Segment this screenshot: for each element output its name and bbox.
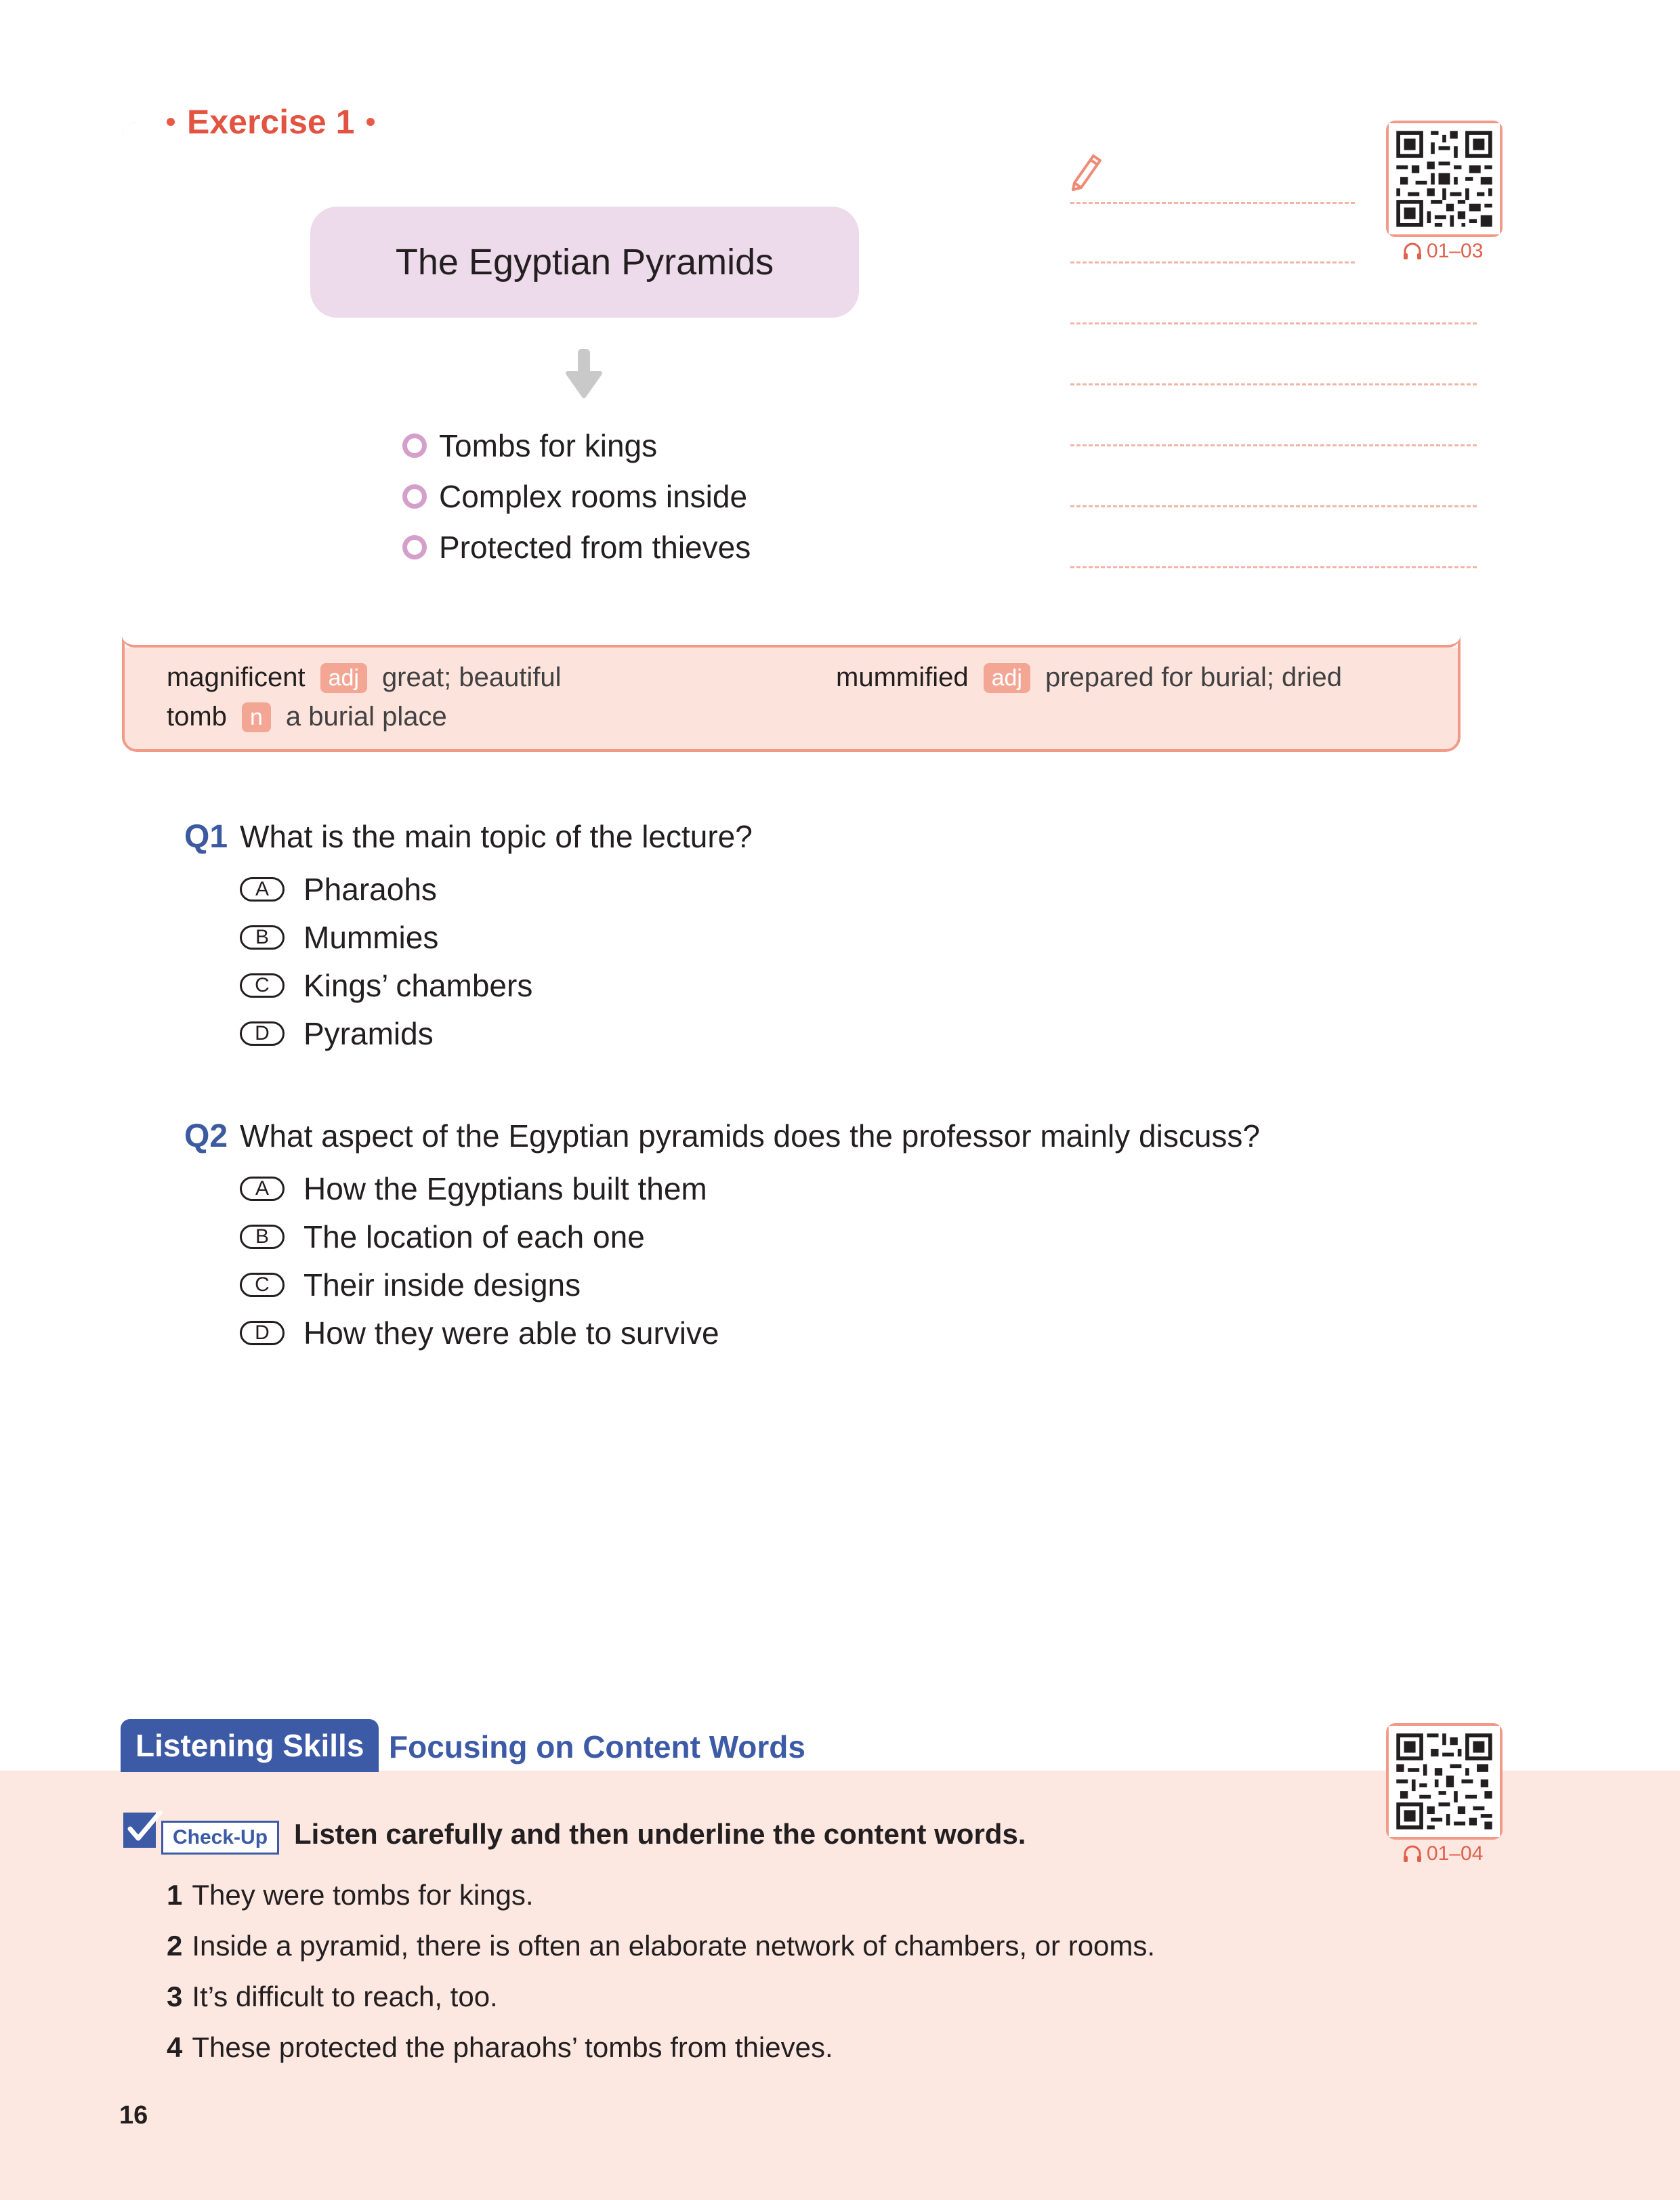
vocab-entry (167, 702, 447, 732)
option-text: Kings’ chambers (303, 967, 533, 1003)
listening-skills-tab (121, 1719, 379, 1772)
topic-box (310, 207, 859, 318)
section-subtitle: Focusing on Content Words (389, 1729, 805, 1764)
item-number: 3 (167, 1980, 183, 2012)
note-text: Tombs for kings (439, 427, 658, 463)
headphones-icon (1402, 242, 1423, 261)
option-d[interactable] (240, 1309, 1260, 1357)
item-number: 2 (167, 1929, 183, 1962)
bullet-icon (402, 484, 427, 509)
option-c[interactable] (240, 961, 753, 1009)
option-letter-badge[interactable]: D (240, 1321, 285, 1345)
question-number: Q2 (184, 1118, 228, 1154)
title-dot-right (366, 118, 375, 126)
checkup-label (161, 1821, 279, 1855)
bullet-icon (402, 535, 427, 559)
note-item (402, 471, 751, 522)
exercise-title: Exercise 1 (187, 103, 355, 141)
pos-tag: adj (984, 663, 1030, 693)
section-tab-label: Listening Skills (135, 1728, 364, 1763)
option-text: Their inside designs (303, 1267, 581, 1303)
note-line[interactable] (1070, 383, 1477, 385)
list-item[interactable] (167, 1971, 1155, 2022)
option-text: Mummies (303, 919, 439, 955)
page-number: 16 (119, 2101, 148, 2130)
question-stem (184, 818, 753, 855)
vocab-definition: great; beautiful (381, 662, 562, 692)
exercise-header (154, 100, 387, 144)
vocab-definition: a burial place (285, 702, 447, 732)
option-letter-badge[interactable]: B (240, 1225, 285, 1249)
option-letter-badge[interactable]: A (240, 1177, 285, 1201)
question-text: What aspect of the Egyptian pyramids does the professor mainly discuss? (240, 1118, 1260, 1154)
note-item (402, 420, 751, 471)
option-text: Pharaohs (303, 871, 437, 907)
note-line[interactable] (1070, 444, 1477, 446)
vocab-term: magnificent (167, 662, 306, 692)
qr-code[interactable] (1386, 1723, 1503, 1840)
option-letter-badge[interactable]: C (240, 1273, 285, 1297)
checkmark-icon (121, 1808, 164, 1852)
option-a[interactable] (240, 865, 753, 913)
question-stem (184, 1118, 1260, 1155)
list-item[interactable] (167, 1869, 1155, 1920)
topic-notes-list (402, 420, 751, 572)
question-text: What is the main topic of the lecture? (240, 819, 753, 854)
title-dot-left (167, 118, 175, 126)
vocab-entry (836, 662, 1342, 693)
topic-title: The Egyptian Pyramids (395, 242, 774, 282)
option-text: How they were able to survive (303, 1315, 719, 1351)
question-q1 (184, 818, 753, 1057)
option-b[interactable] (240, 1212, 1260, 1261)
note-text: Complex rooms inside (439, 478, 748, 514)
headphones-icon (1402, 1844, 1423, 1863)
pos-tag: adj (320, 663, 367, 693)
note-line[interactable] (1070, 505, 1477, 507)
option-letter-badge[interactable]: B (240, 925, 285, 950)
note-line[interactable] (1070, 202, 1355, 204)
vocab-definition: prepared for burial; dried (1045, 662, 1342, 692)
audio-track-label (1402, 1842, 1483, 1865)
audio-track-number: 01–03 (1427, 240, 1484, 262)
option-list (240, 1164, 1260, 1357)
audio-track-label (1402, 240, 1483, 263)
question-number: Q1 (184, 819, 228, 855)
item-number: 1 (167, 1878, 183, 1911)
checkup-instruction: Listen carefully and then underline the content words. (294, 1818, 1026, 1850)
list-item[interactable] (167, 2022, 1155, 2073)
arrow-down-icon (564, 349, 604, 400)
item-sentence[interactable]: These protected the pharaohs’ tombs from thieves. (192, 2031, 833, 2063)
vocab-entry (167, 662, 562, 693)
option-list (240, 865, 753, 1057)
option-b[interactable] (240, 913, 753, 961)
option-a[interactable] (240, 1164, 1260, 1212)
bullet-icon (402, 433, 427, 458)
vocab-term: tomb (167, 702, 227, 732)
pencil-icon (1068, 150, 1103, 191)
pos-tag: n (242, 702, 271, 732)
option-text: Pyramids (303, 1015, 434, 1051)
sentence-list (167, 1869, 1155, 2073)
option-d[interactable] (240, 1009, 753, 1057)
qr-code-icon (1389, 1726, 1500, 1837)
option-letter-badge[interactable]: C (240, 973, 285, 998)
note-line[interactable] (1070, 566, 1477, 568)
option-letter-badge[interactable]: A (240, 877, 285, 902)
qr-code-icon (1389, 123, 1500, 234)
option-text: The location of each one (303, 1219, 645, 1254)
note-item (402, 522, 751, 572)
option-text: How the Egyptians built them (303, 1170, 707, 1206)
note-line[interactable] (1070, 261, 1355, 263)
question-q2 (184, 1118, 1260, 1357)
list-item[interactable] (167, 1920, 1155, 1971)
item-sentence[interactable]: It’s difficult to reach, too. (192, 1980, 498, 2012)
qr-code[interactable] (1386, 121, 1503, 237)
note-text: Protected from thieves (439, 529, 751, 565)
item-sentence[interactable]: Inside a pyramid, there is often an elaborate network of chambers, or rooms. (192, 1929, 1156, 1962)
note-line[interactable] (1070, 322, 1477, 324)
option-letter-badge[interactable]: D (240, 1021, 285, 1046)
checkup-text: Check-Up (173, 1826, 268, 1848)
vocab-term: mummified (836, 662, 969, 692)
option-c[interactable] (240, 1261, 1260, 1309)
item-sentence[interactable]: They were tombs for kings. (192, 1878, 534, 1911)
item-number: 4 (167, 2031, 183, 2063)
audio-track-number: 01–04 (1427, 1842, 1484, 1865)
